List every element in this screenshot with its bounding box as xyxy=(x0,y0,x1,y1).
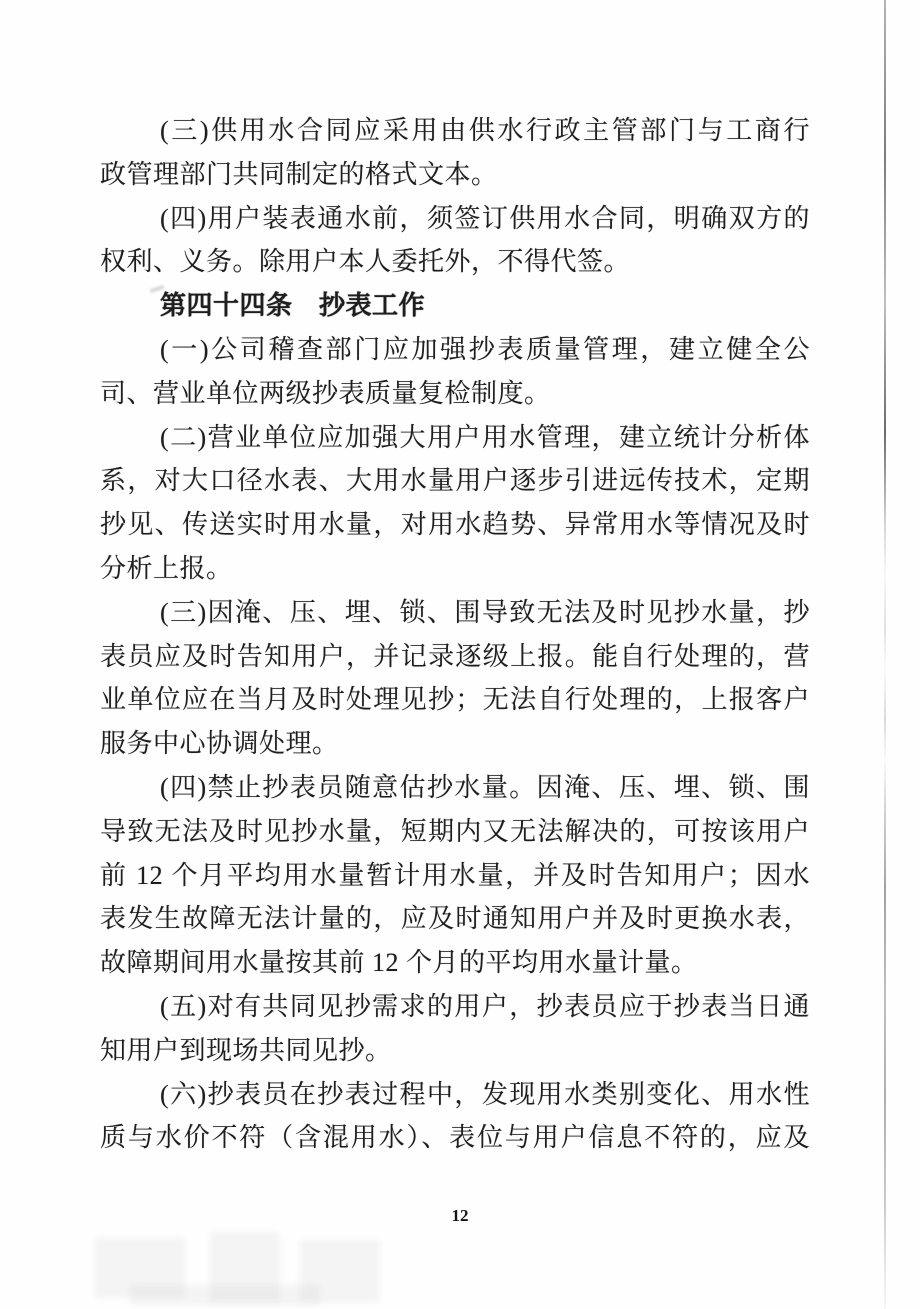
text-line: 前 12 个月平均用水量暂计用水量，并及时告知用户；因水 xyxy=(100,860,810,890)
text-line: 故障期间用水量按其前 12 个月的平均用水量计量。 xyxy=(100,948,698,978)
text-line: 表发生故障无法计量的，应及时通知用户并及时更换水表， xyxy=(100,904,810,934)
text-line: 抄见、传送实时用水量，对用水趋势、异常用水等情况及时 xyxy=(100,510,810,540)
document-body xyxy=(100,109,810,1160)
scan-artifact-line xyxy=(884,0,886,1309)
text-line: 司、营业单位两级抄表质量复检制度。 xyxy=(100,378,551,408)
text-line: (二)营业单位应加强大用户用水管理，建立统计分析体 xyxy=(160,422,810,452)
text-line: 知用户到现场共同见抄。 xyxy=(100,1035,392,1065)
text-line: (一)公司稽查部门应加强抄表质量管理，建立健全公 xyxy=(160,334,810,364)
text-line: 业单位应在当月及时处理见抄；无法自行处理的，上报客户 xyxy=(100,685,810,715)
text-line: (四)用户装表通水前，须签订供用水合同，明确双方的 xyxy=(160,203,810,233)
text-line: (三)供用水合同应采用由供水行政主管部门与工商行 xyxy=(160,116,810,145)
text-line: 权利、义务。除用户本人委托外，不得代签。 xyxy=(100,247,631,277)
text-line: 第四十四条 抄表工作 xyxy=(160,291,426,321)
text-line: 表员应及时告知用户，并记录逐级上报。能自行处理的，营 xyxy=(100,641,810,671)
text-line: 服务中心协调处理。 xyxy=(100,729,339,759)
text-line: (三)因淹、压、埋、锁、围导致无法及时见抄水量，抄 xyxy=(160,597,810,627)
text-line: (五)对有共同见抄需求的用户，抄表员应于抄表当日通 xyxy=(160,991,810,1021)
text-line: 质与水价不符（含混用水）、表位与用户信息不符的，应及 xyxy=(100,1123,810,1153)
text-line: (六)抄表员在抄表过程中，发现用水类别变化、用水性 xyxy=(160,1079,810,1109)
text-line: 政管理部门共同制定的格式文本。 xyxy=(100,159,498,189)
text-line: 系，对大口径水表、大用水量用户逐步引进远传技术，定期 xyxy=(100,466,810,496)
text-line: (四)禁止抄表员随意估抄水量。因淹、压、埋、锁、围 xyxy=(160,772,810,802)
page-number: 12 xyxy=(451,1206,469,1225)
bleed-through-smudge xyxy=(130,1285,320,1305)
text-line: 分析上报。 xyxy=(100,553,233,583)
text-line: 导致无法及时见抄水量，短期内又无法解决的，可按该用户 xyxy=(100,816,810,846)
